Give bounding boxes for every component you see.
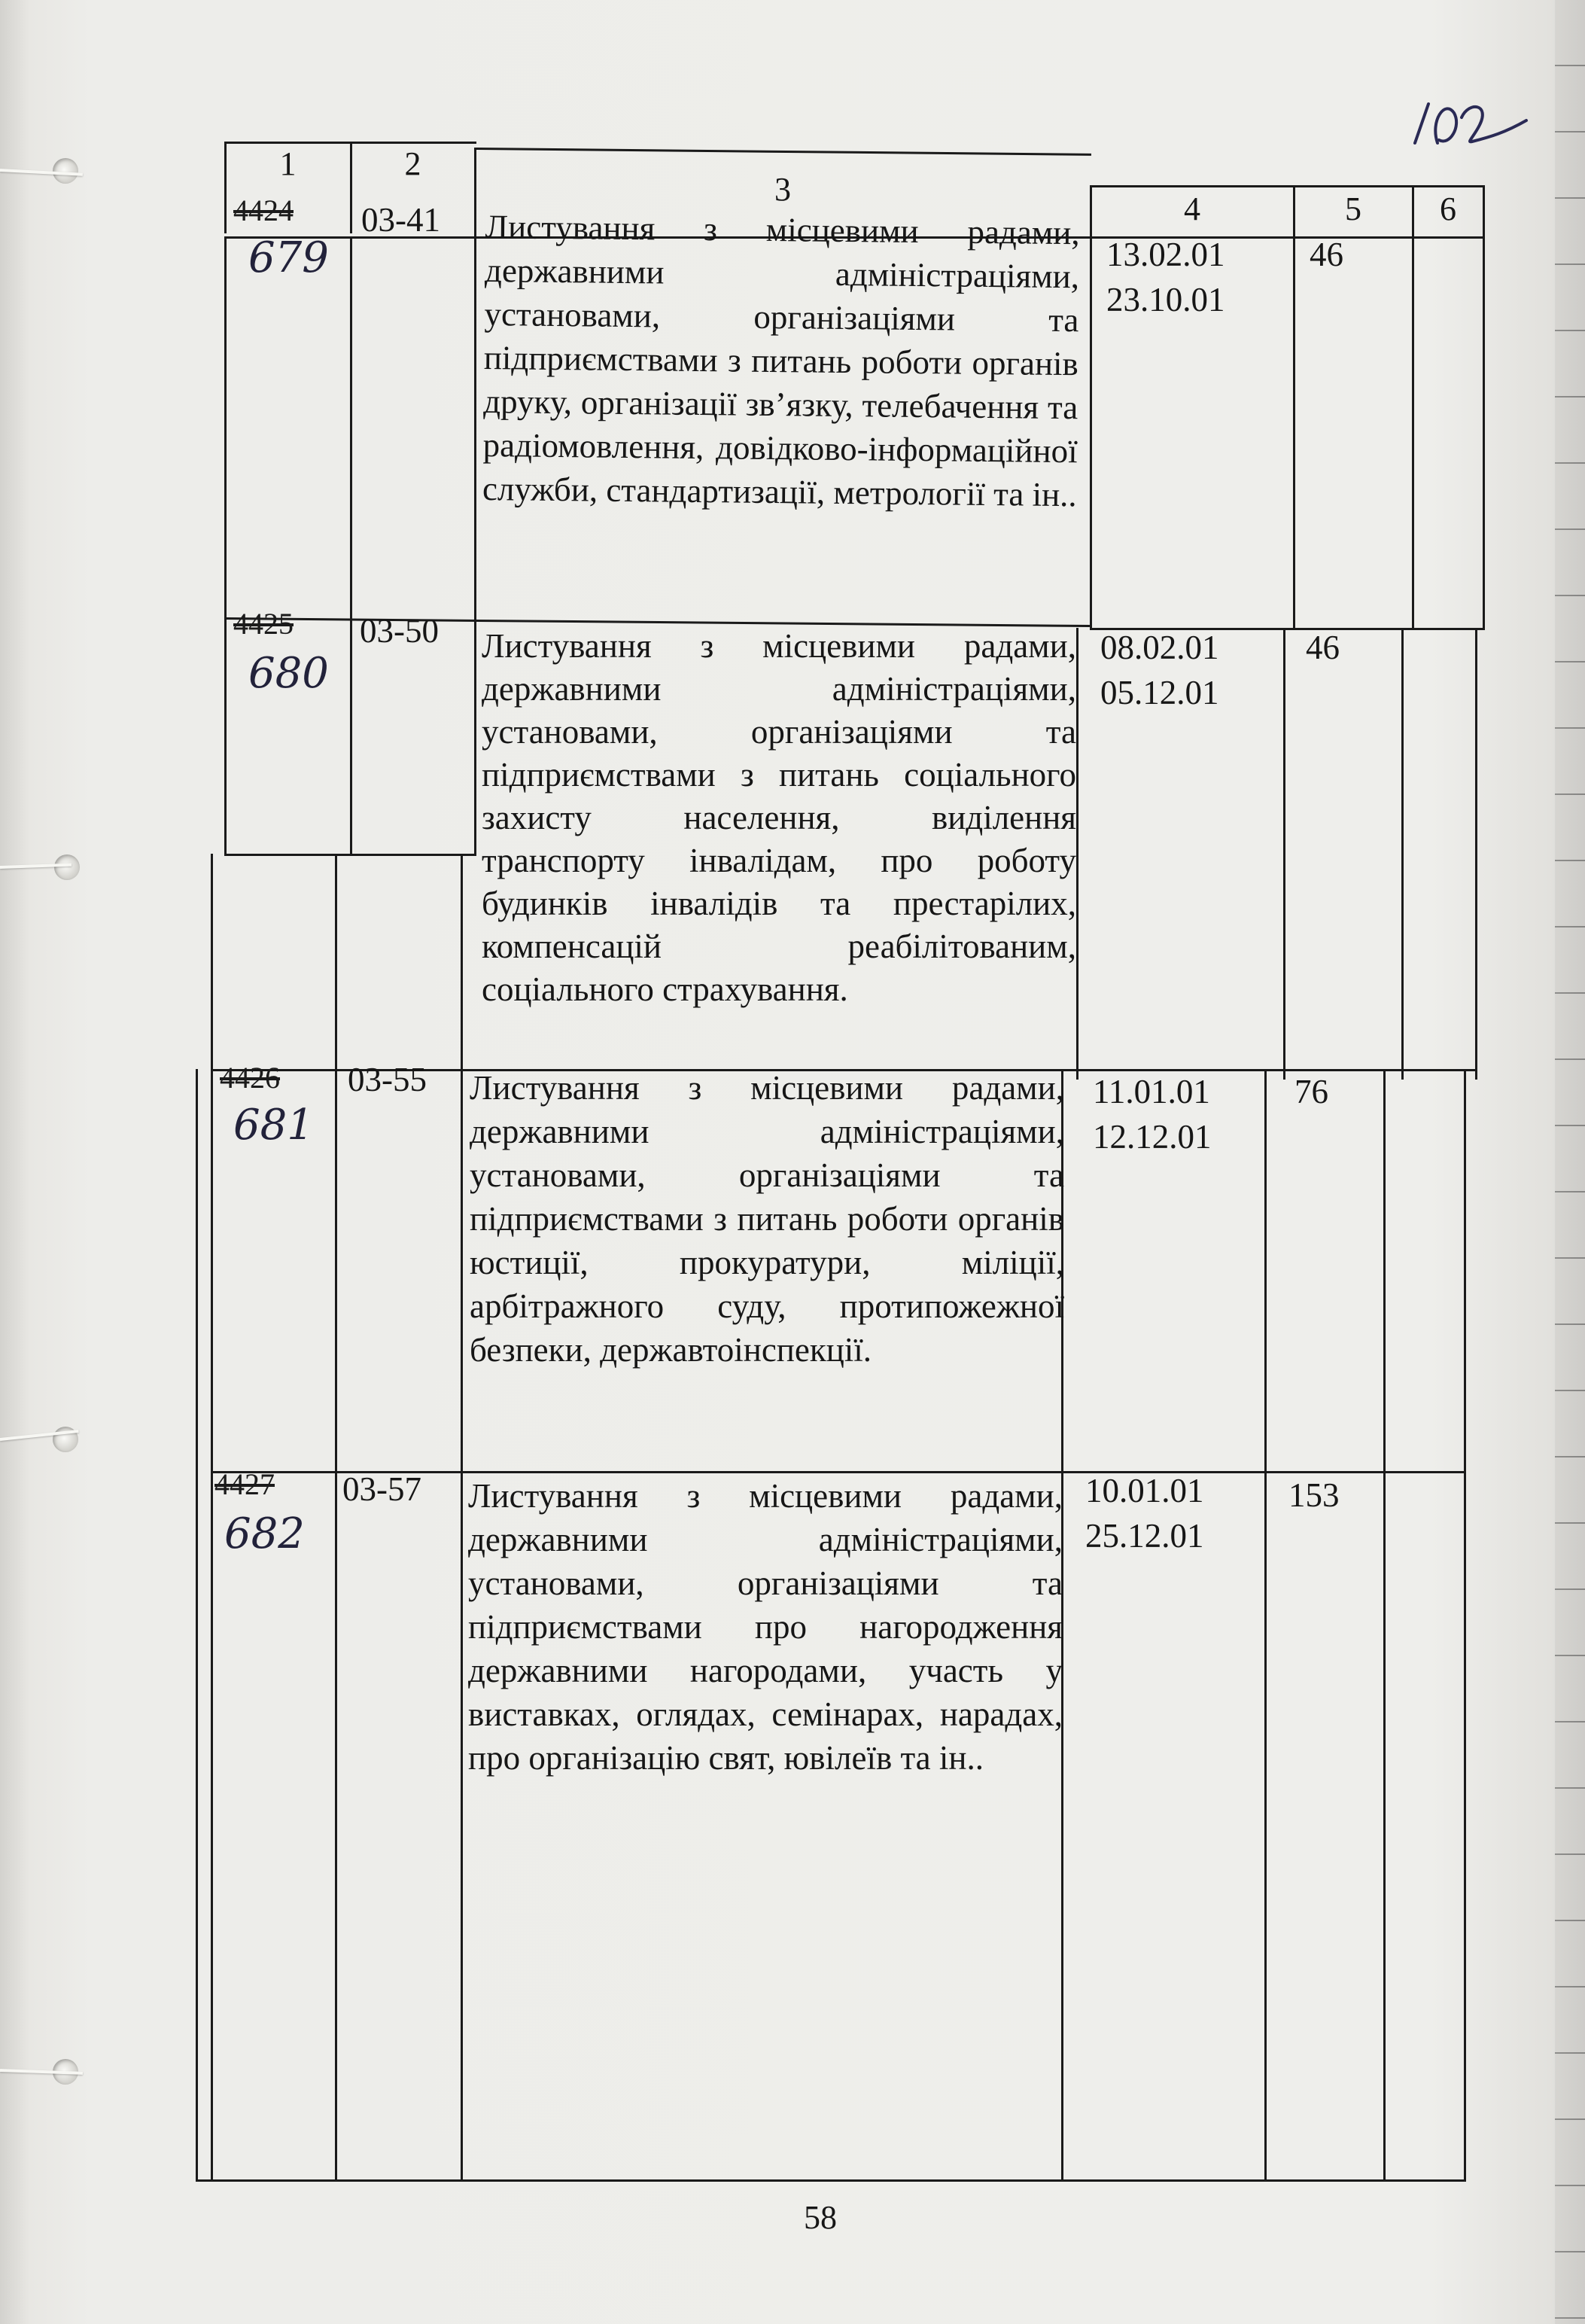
end-date: 25.12.01	[1085, 1517, 1204, 1555]
date-range	[1093, 1069, 1212, 1159]
start-date: 10.01.01	[1085, 1472, 1204, 1509]
file-index: 03-41	[361, 201, 440, 239]
header-col-6: 6	[1440, 190, 1456, 227]
header-col-2: 2	[404, 145, 421, 182]
header-col-4: 4	[1184, 190, 1200, 227]
old-item-number: 4425	[233, 607, 294, 641]
end-date: 05.12.01	[1100, 674, 1219, 711]
header-col-3: 3	[774, 171, 791, 208]
sheet-count: 46	[1306, 629, 1340, 666]
sheet-count: 76	[1294, 1073, 1328, 1110]
file-description: Листування з місцевими радами, державними адміністраціями, установами, організаціями та підприємствами з питань роботи органів юстиції, прокуратури, міліції, арбітражного суду, протипожежної безпеки, державтоінспекції.	[470, 1069, 1064, 1369]
date-range	[1100, 625, 1219, 715]
file-description: Листування з місцевими радами, державними адміністраціями, установами, організаціями та підприємствами про нагородження державними нагородами, участь у виставках, оглядах, семінарах, нарадах, про організацію свят, ювілеїв та ін..	[468, 1477, 1063, 1777]
start-date: 13.02.01	[1106, 236, 1225, 273]
start-date: 08.02.01	[1100, 629, 1219, 666]
end-date: 12.12.01	[1093, 1118, 1212, 1156]
file-description: Листування з місцевими радами, державними адміністраціями, установами, організаціями та підприємствами з питань соціального захисту населення, виділення транспорту інвалідам, про роботу будинків інвалідів та престарілих, компенсацій реабілітованим, соціального страхування.	[482, 627, 1076, 1008]
file-description: Листування з місцевими радами, державними адміністраціями, установами, організаціями та підприємствами з питань роботи органів друку, організації зв’язку, телебачення та радіомовлення, довідково-інформаційної служби, стандартизації, метрології та ін..	[482, 207, 1080, 514]
new-item-number: 682	[224, 1509, 305, 1558]
date-range	[1106, 232, 1225, 322]
end-date: 23.10.01	[1106, 281, 1225, 318]
file-index: 03-55	[348, 1061, 427, 1098]
old-item-number: 4427	[214, 1467, 275, 1501]
new-item-number: 680	[248, 649, 329, 698]
old-item-number: 4426	[220, 1061, 280, 1095]
file-index: 03-57	[342, 1470, 421, 1508]
sheet-count: 46	[1310, 236, 1343, 273]
old-item-number: 4424	[233, 193, 294, 227]
new-item-number: 681	[233, 1101, 314, 1150]
page-number: 58	[804, 2199, 837, 2236]
sheet-count: 153	[1288, 1476, 1340, 1514]
new-item-number: 679	[248, 233, 329, 282]
header-col-5: 5	[1345, 190, 1361, 227]
header-col-1: 1	[279, 145, 297, 182]
date-range	[1085, 1468, 1204, 1558]
file-index: 03-50	[360, 612, 439, 650]
start-date: 11.01.01	[1093, 1073, 1210, 1110]
